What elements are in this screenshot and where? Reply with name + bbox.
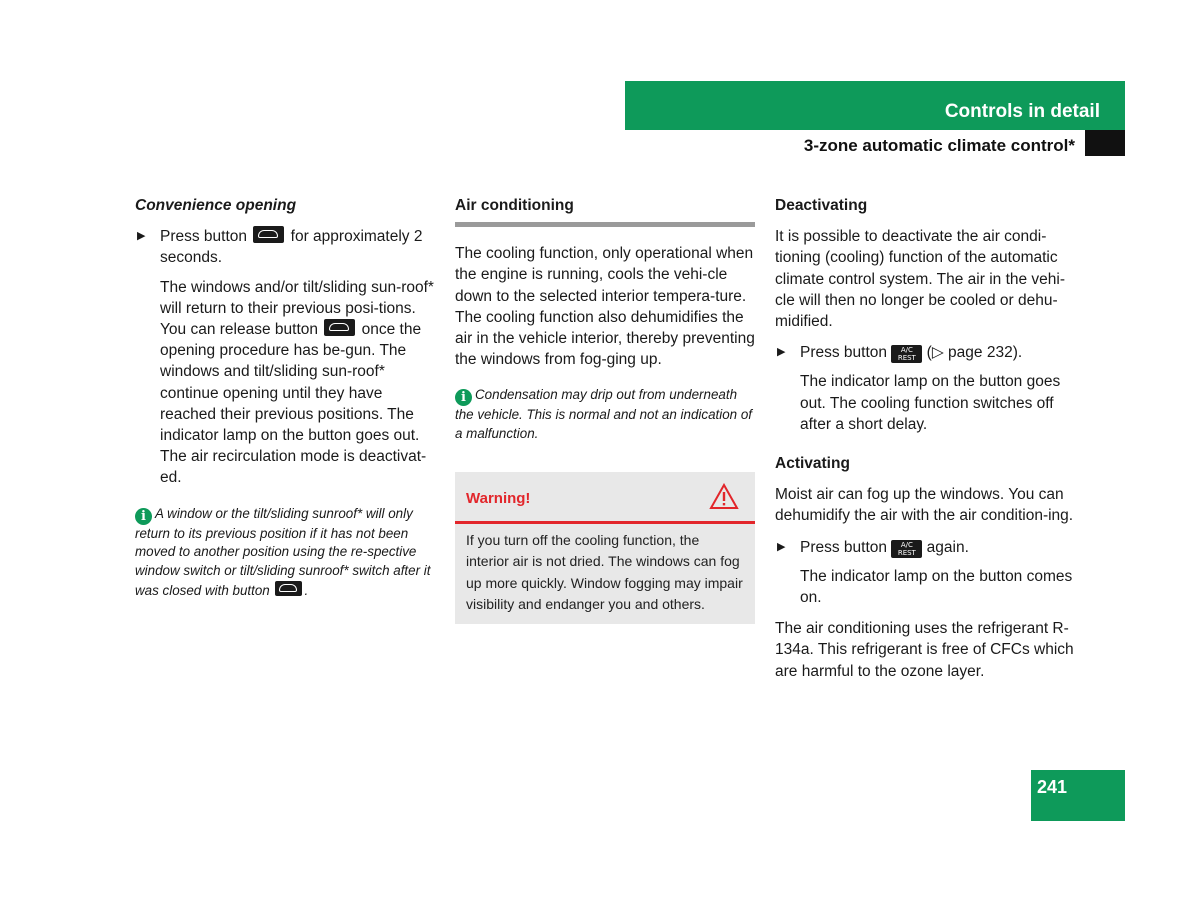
convenience-description bbox=[135, 277, 437, 489]
activating-intro: Moist air can fog up the windows. You can dehumidify the air with the air condition-ing. bbox=[775, 486, 1074, 525]
car-convenience-button-icon bbox=[275, 581, 302, 596]
activating-step bbox=[775, 537, 1075, 558]
deactivating-heading: Deactivating bbox=[775, 197, 868, 214]
condensation-note bbox=[455, 386, 755, 444]
info-icon: i bbox=[135, 508, 152, 525]
refrigerant-info: The air conditioning uses the refrigerant R-134a. This refrigerant is free of CFCs which are harmful to the ozone layer. bbox=[775, 620, 1074, 680]
triangle-bullet-icon: ▶ bbox=[777, 540, 786, 553]
ac-label: A/C bbox=[900, 346, 913, 355]
step-text-post: again. bbox=[926, 538, 969, 556]
page-number-box bbox=[1031, 770, 1125, 821]
warning-triangle-icon bbox=[709, 483, 739, 510]
column-convenience-opening bbox=[135, 195, 437, 601]
rest-label: REST bbox=[897, 548, 916, 557]
subsection-marker bbox=[1085, 130, 1125, 156]
activating-heading: Activating bbox=[775, 455, 850, 473]
subsection-header bbox=[625, 130, 1125, 156]
ac-label: A/C bbox=[900, 540, 913, 549]
description-pre: The windows and/or tilt/sliding sun-roof* will return to their previous posi-tions. You can release button bbox=[160, 278, 434, 339]
convenience-opening-heading: Convenience opening bbox=[135, 197, 297, 214]
deactivating-intro: It is possible to deactivate the air condi-tioning (cooling) function of the automatic climate control system. The air in the vehi-cle will then no longer be cooled or dehu-midified. bbox=[775, 228, 1066, 331]
section-title: Controls in detail bbox=[944, 101, 1100, 122]
subsection-title: 3-zone automatic climate control* bbox=[803, 136, 1075, 155]
warning-header bbox=[455, 472, 755, 524]
deactivating-step bbox=[775, 342, 1075, 363]
step-text-pre: Press button bbox=[800, 538, 888, 556]
triangle-bullet-icon: ▶ bbox=[137, 230, 146, 243]
column-air-conditioning bbox=[455, 195, 755, 624]
section-header-bar bbox=[625, 81, 1125, 130]
warning-text: If you turn off the cooling function, the interior air is not dried. The windows can fog up more quickly. Window fogging may impair visibility and endanger you and others. bbox=[466, 532, 743, 613]
convenience-step bbox=[135, 226, 437, 268]
description-post: once the opening procedure has be-gun. The windows and tilt/sliding sun-roof* continue opening until they have reached their previous positions. The indicator lamp on the button goes out. The air recirculation mode is deactivat-ed. bbox=[160, 321, 427, 487]
page-number: 241 bbox=[1037, 777, 1068, 797]
triangle-bullet-icon: ▶ bbox=[777, 346, 786, 359]
step-text-post: (▷ page 232). bbox=[926, 344, 1023, 362]
activating-result: The indicator lamp on the button comes on. bbox=[800, 567, 1073, 607]
note-text-pre: A window or the tilt/sliding sunroof* will only return to its previous position if it has not been moved to another position using the re-spective window switch or tilt/sliding sunroof* switch after it was closed with button bbox=[135, 505, 431, 599]
air-conditioning-heading: Air conditioning bbox=[455, 195, 755, 227]
deactivating-result: The indicator lamp on the button goes out. The cooling function switches off after a short delay. bbox=[800, 373, 1061, 433]
info-icon: i bbox=[455, 389, 472, 406]
car-convenience-button-icon bbox=[324, 319, 355, 336]
step-text-post: for approximately 2 seconds. bbox=[160, 228, 423, 267]
car-convenience-button-icon bbox=[253, 226, 284, 243]
warning-box bbox=[455, 472, 755, 624]
warning-title: Warning! bbox=[466, 490, 531, 508]
note-text-post: . bbox=[304, 583, 309, 599]
convenience-note bbox=[135, 505, 437, 601]
rest-label: REST bbox=[897, 354, 916, 363]
ac-button-icon bbox=[891, 345, 922, 363]
column-deactivating-activating bbox=[775, 195, 1075, 692]
step-text-pre: Press button bbox=[800, 344, 888, 362]
step-text-pre: Press button bbox=[160, 228, 248, 246]
air-conditioning-intro: The cooling function, only operational when the engine is running, cools the vehi-cle down to the selected interior tempera-ture. The cooling function also dehumidifies the air in the vehicle interior, thereby preventing the windows from fog-ging up. bbox=[455, 245, 755, 369]
ac-button-icon bbox=[891, 540, 922, 558]
condensation-note-text: Condensation may drip out from underneath the vehicle. This is normal and not an indication of a malfunction. bbox=[455, 387, 752, 442]
